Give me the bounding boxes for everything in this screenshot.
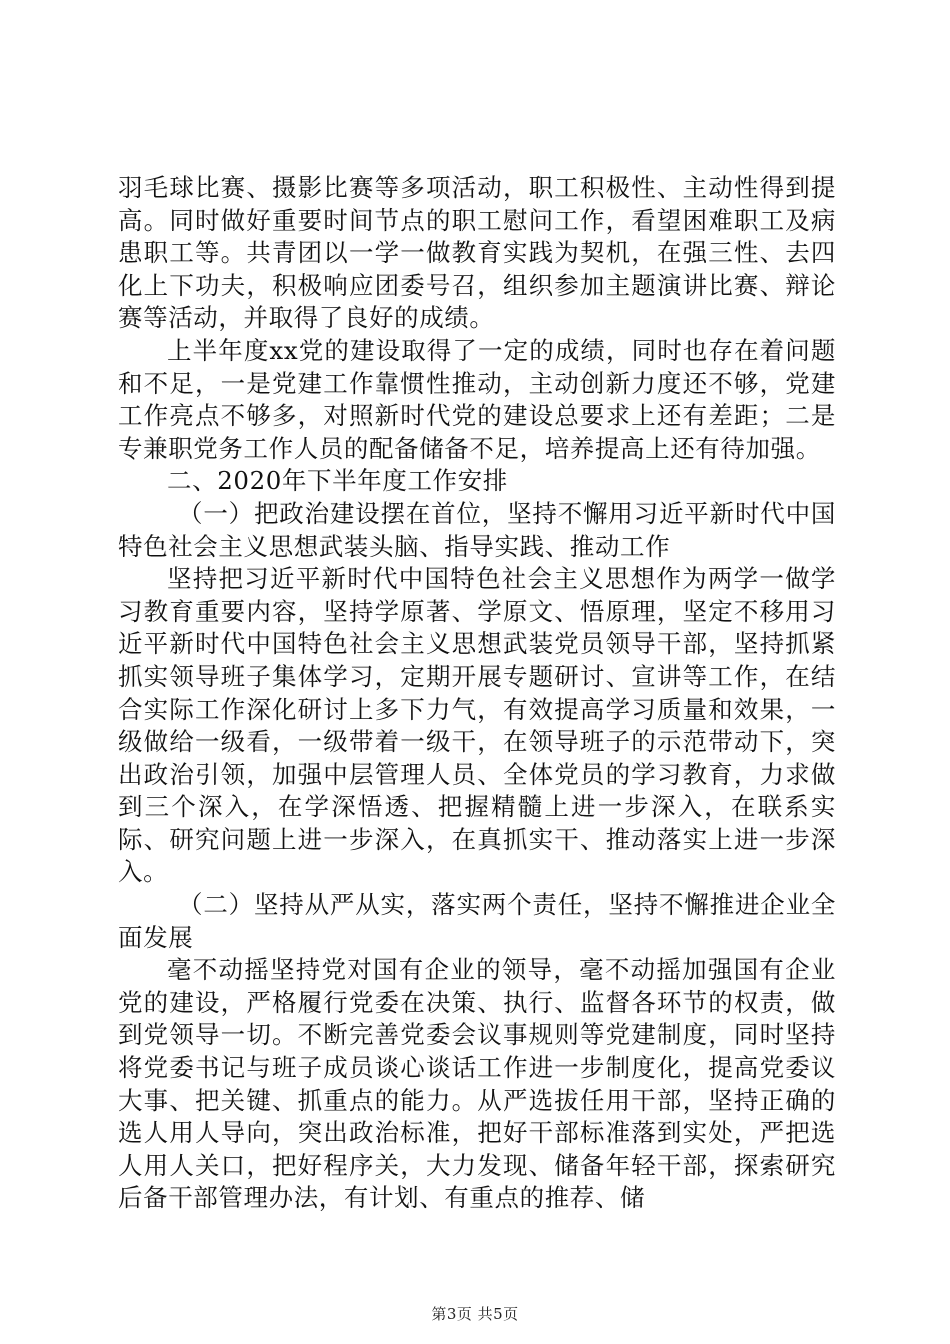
paragraph-study-education: 坚持把习近平新时代中国特色社会主义思想作为两学一做学习教育重要内容，坚持学原著、学原文、悟原理，坚定不移用习近平新时代中国特色社会主义思想武装党员领导干部，坚持抓紧抓实领导班子集体学习，定期开展专题研讨、宣讲等工作，在结合实际工作深化研讨上多下力气，有效提高学习质量和效果，一级做给一级看，一级带着一级干，在领导班子的示范带动下，突出政治引领，加强中层管理人员、全体党员的学习教育，力求做到三个深入，在学深悟透、把握精髓上进一步深入，在联系实际、研究问题上进一步深入，在真抓实干、推动落实上进一步深入。	[118, 564, 836, 887]
paragraph-party-leadership: 毫不动摇坚持党对国有企业的领导，毫不动摇加强国有企业党的建设，严格履行党委在决策、执行、监督各环节的权责，做到党领导一切。不断完善党委会议事规则等党建制度，同时坚持将党委书记与班子成员谈心谈话工作进一步制度化，提高党委议大事、把关键、抓重点的能力。从严选拔任用干部，坚持正确的选人用人导向，突出政治标准，把好干部标准落到实处，严把选人用人关口，把好程序关，大力发现、储备年轻干部，探索研究后备干部管理办法，有计划、有重点的推荐、储	[118, 955, 836, 1213]
paragraph-shortcomings: 上半年度xx党的建设取得了一定的成绩，同时也存在着问题和不足，一是党建工作靠惯性推动，主动创新力度还不够，党建工作亮点不够多，对照新时代党的建设总要求上还有差距；二是专兼职党务工作人员的配备储备不足，培养提高上还有待加强。	[118, 335, 836, 463]
page-footer: 第3页 共5页	[431, 1305, 519, 1323]
subheading-strict-governance: （二）坚持从严从实，落实两个责任，坚持不懈推进企业全面发展	[118, 890, 836, 952]
document-body	[118, 172, 836, 1215]
subheading-political-construction: （一）把政治建设摆在首位，坚持不懈用习近平新时代中国特色社会主义思想武装头脑、指导实践、推动工作	[118, 498, 836, 561]
paragraph-activities: 羽毛球比赛、摄影比赛等多项活动，职工积极性、主动性得到提高。同时做好重要时间节点的职工慰问工作，看望困难职工及病患职工等。共青团以一学一做教育实践为契机，在强三性、去四化上下功夫，积极响应团委号召，组织参加主题演讲比赛、辩论赛等活动，并取得了良好的成绩。	[118, 173, 836, 333]
section-heading-2020-plan: 二、2020年下半年度工作安排	[167, 466, 508, 496]
